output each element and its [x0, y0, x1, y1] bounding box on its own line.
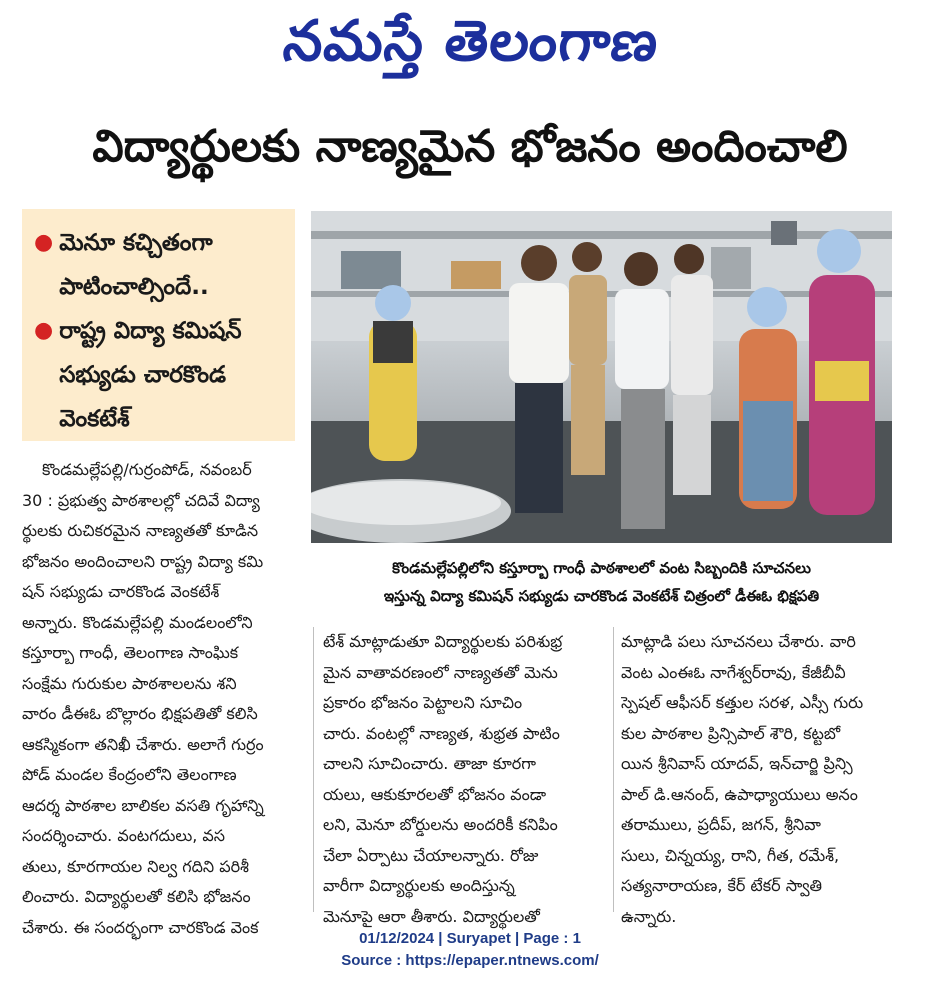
- caption-line: కొండమల్లేపల్లిలోని కస్తూర్బా గాంధీ పాఠశాలలో వంట సిబ్బందికి సూచనలు: [392, 559, 811, 577]
- article-line: చేశారు. ఈ సందర్భంగా చారకొండ వెంక: [22, 917, 259, 937]
- highlight-line: రాష్ట్ర విద్యా కమిషన్: [59, 318, 242, 344]
- caption-line: ఇస్తున్న విద్యా కమిషన్ సభ్యుడు చారకొండ వెంకటేశ్ చిత్రంలో డీఈఓ భిక్షపతి: [383, 587, 820, 605]
- column-divider: [613, 627, 614, 912]
- highlight-item: [34, 221, 285, 309]
- article-line: సత్యనారాయణ, కేర్ టేకర్ స్వాతి: [621, 876, 823, 895]
- article-line: యలు, ఆకుకూరలతో భోజనం వండా: [323, 784, 547, 804]
- article-photo: [311, 211, 892, 543]
- highlight-line: వెంకటేశ్: [59, 406, 130, 432]
- highlight-line: సభ్యుడు చారకొండ: [59, 362, 227, 388]
- article-line: లని, మెనూ బోర్డులను అందరికీ కనిపిం: [323, 815, 558, 834]
- article-line: తరాములు, ప్రదీప్, జగన్, శ్రీనివా: [621, 815, 821, 834]
- article-line: అన్నారు. కొండమల్లేపల్లి మండలంలోని: [22, 612, 253, 632]
- article-line: కొండమల్లేపల్లి/గుర్రంపోడ్, నవంబర్: [42, 460, 252, 479]
- photo-caption: [311, 548, 892, 616]
- article-line: మైన వాతావరణంలో నాణ్యతతో మెను: [323, 662, 558, 682]
- article-line: ఆదర్శ పాఠశాల బాలికల వసతి గృహాన్ని: [22, 795, 264, 815]
- article-line: ఉన్నారు.: [621, 906, 677, 926]
- masthead-title: నమస్తే తెలంగాణ: [279, 8, 662, 74]
- footer-date-line: 01/12/2024 | Suryapet | Page : 1: [359, 930, 581, 947]
- article-line: టేశ్ మాట్లాడుతూ విద్యార్థులకు పరిశుభ్ర: [323, 632, 563, 651]
- article-line: వెంట ఎంఈఓ నాగేశ్వర్‌రావు, కేజీబీవీ: [621, 662, 846, 682]
- article-line: ర్థులకు రుచికరమైన నాణ్యతతో కూడిన: [22, 521, 259, 540]
- column-divider: [313, 627, 314, 912]
- article-line: పోడ్ మండల కేంద్రంలోని తెలంగాణ: [22, 765, 237, 784]
- highlight-item: [34, 309, 285, 441]
- article-line: షన్ సభ్యుడు చారకొండ వెంకటేశ్: [22, 582, 220, 601]
- article-column-3: [621, 627, 893, 932]
- article-line: తులు, కూరగాయల నిల్వ గదిని పరిశీ: [22, 856, 249, 876]
- article-line: సులు, చిన్నయ్య, రాని, గీత, రమేశ్,: [621, 845, 840, 865]
- article-line: సందర్శించారు. వంటగదులు, వస: [22, 826, 226, 845]
- article-line: పాల్ డి.ఆనంద్, ఉపాధ్యాయులు అనం: [621, 784, 858, 804]
- page-footer: [0, 928, 940, 972]
- article-line: చేలా ఏర్పాటు చేయాలన్నారు. రోజు: [323, 845, 539, 865]
- article-line: భోజనం అందించాలని రాష్ట్ర విద్యా కమి: [22, 551, 264, 571]
- article-line: వారీగా విద్యార్థులకు అందిస్తున్న: [323, 876, 515, 895]
- article-column-2: [323, 627, 606, 932]
- article-line: చారు. వంటల్లో నాణ్యత, శుభ్రత పాటిం: [323, 723, 560, 743]
- article-line: స్పెషల్ ఆఫీసర్ కత్తుల సరళ, ఎస్సీ గురు: [621, 693, 864, 712]
- article-line: కుల పాఠశాల ప్రిన్సిపాల్ శౌరి, కట్టబో: [621, 723, 841, 743]
- headline: విద్యార్థులకు నాణ్యమైన భోజనం అందించాలి: [92, 121, 848, 172]
- article-line: మెనూపై ఆరా తీశారు. విద్యార్థులతో: [323, 906, 540, 926]
- article-line: యిన శ్రీనివాస్ యాదవ్, ఇన్‌చార్జి ప్రిన్సి: [621, 754, 853, 773]
- masthead: [0, 0, 940, 96]
- article-line: లించారు. విద్యార్థులతో కలిసి భోజనం: [22, 887, 251, 906]
- article-line: చాలని సూచించారు. తాజా కూరగా: [323, 754, 537, 773]
- article-line: 30 : ప్రభుత్వ పాఠశాలల్లో చదివే విద్యా: [22, 490, 260, 510]
- bullet-icon: ●: [34, 318, 54, 343]
- footer-source-link[interactable]: Source : https://epaper.ntnews.com/: [341, 952, 599, 969]
- highlights-box: [22, 209, 295, 441]
- article-line: ఆకస్మికంగా తనిఖీ చేశారు. అలాగే గుర్రం: [22, 734, 264, 754]
- article-line: ప్రకారం భోజనం పెట్టాలని సూచిం: [323, 693, 523, 712]
- highlight-line: పాటించాల్సిందే..: [59, 274, 209, 300]
- article-line: మాట్లాడి పలు సూచనలు చేశారు. వారి: [621, 632, 856, 651]
- article-line: కస్తూర్బా గాంధీ, తెలంగాణ సాంఘిక: [22, 643, 239, 662]
- highlight-line: మెనూ కచ్చితంగా: [59, 230, 213, 256]
- photo-illustration: [311, 211, 892, 543]
- article-line: వారం డీఈఓ బొల్లారం భిక్షపతితో కలిసి: [22, 704, 258, 723]
- article-column-1: [22, 455, 303, 943]
- article-line: సంక్షేమ గురుకుల పాఠశాలలను శని: [22, 673, 237, 693]
- bullet-icon: ●: [34, 230, 54, 255]
